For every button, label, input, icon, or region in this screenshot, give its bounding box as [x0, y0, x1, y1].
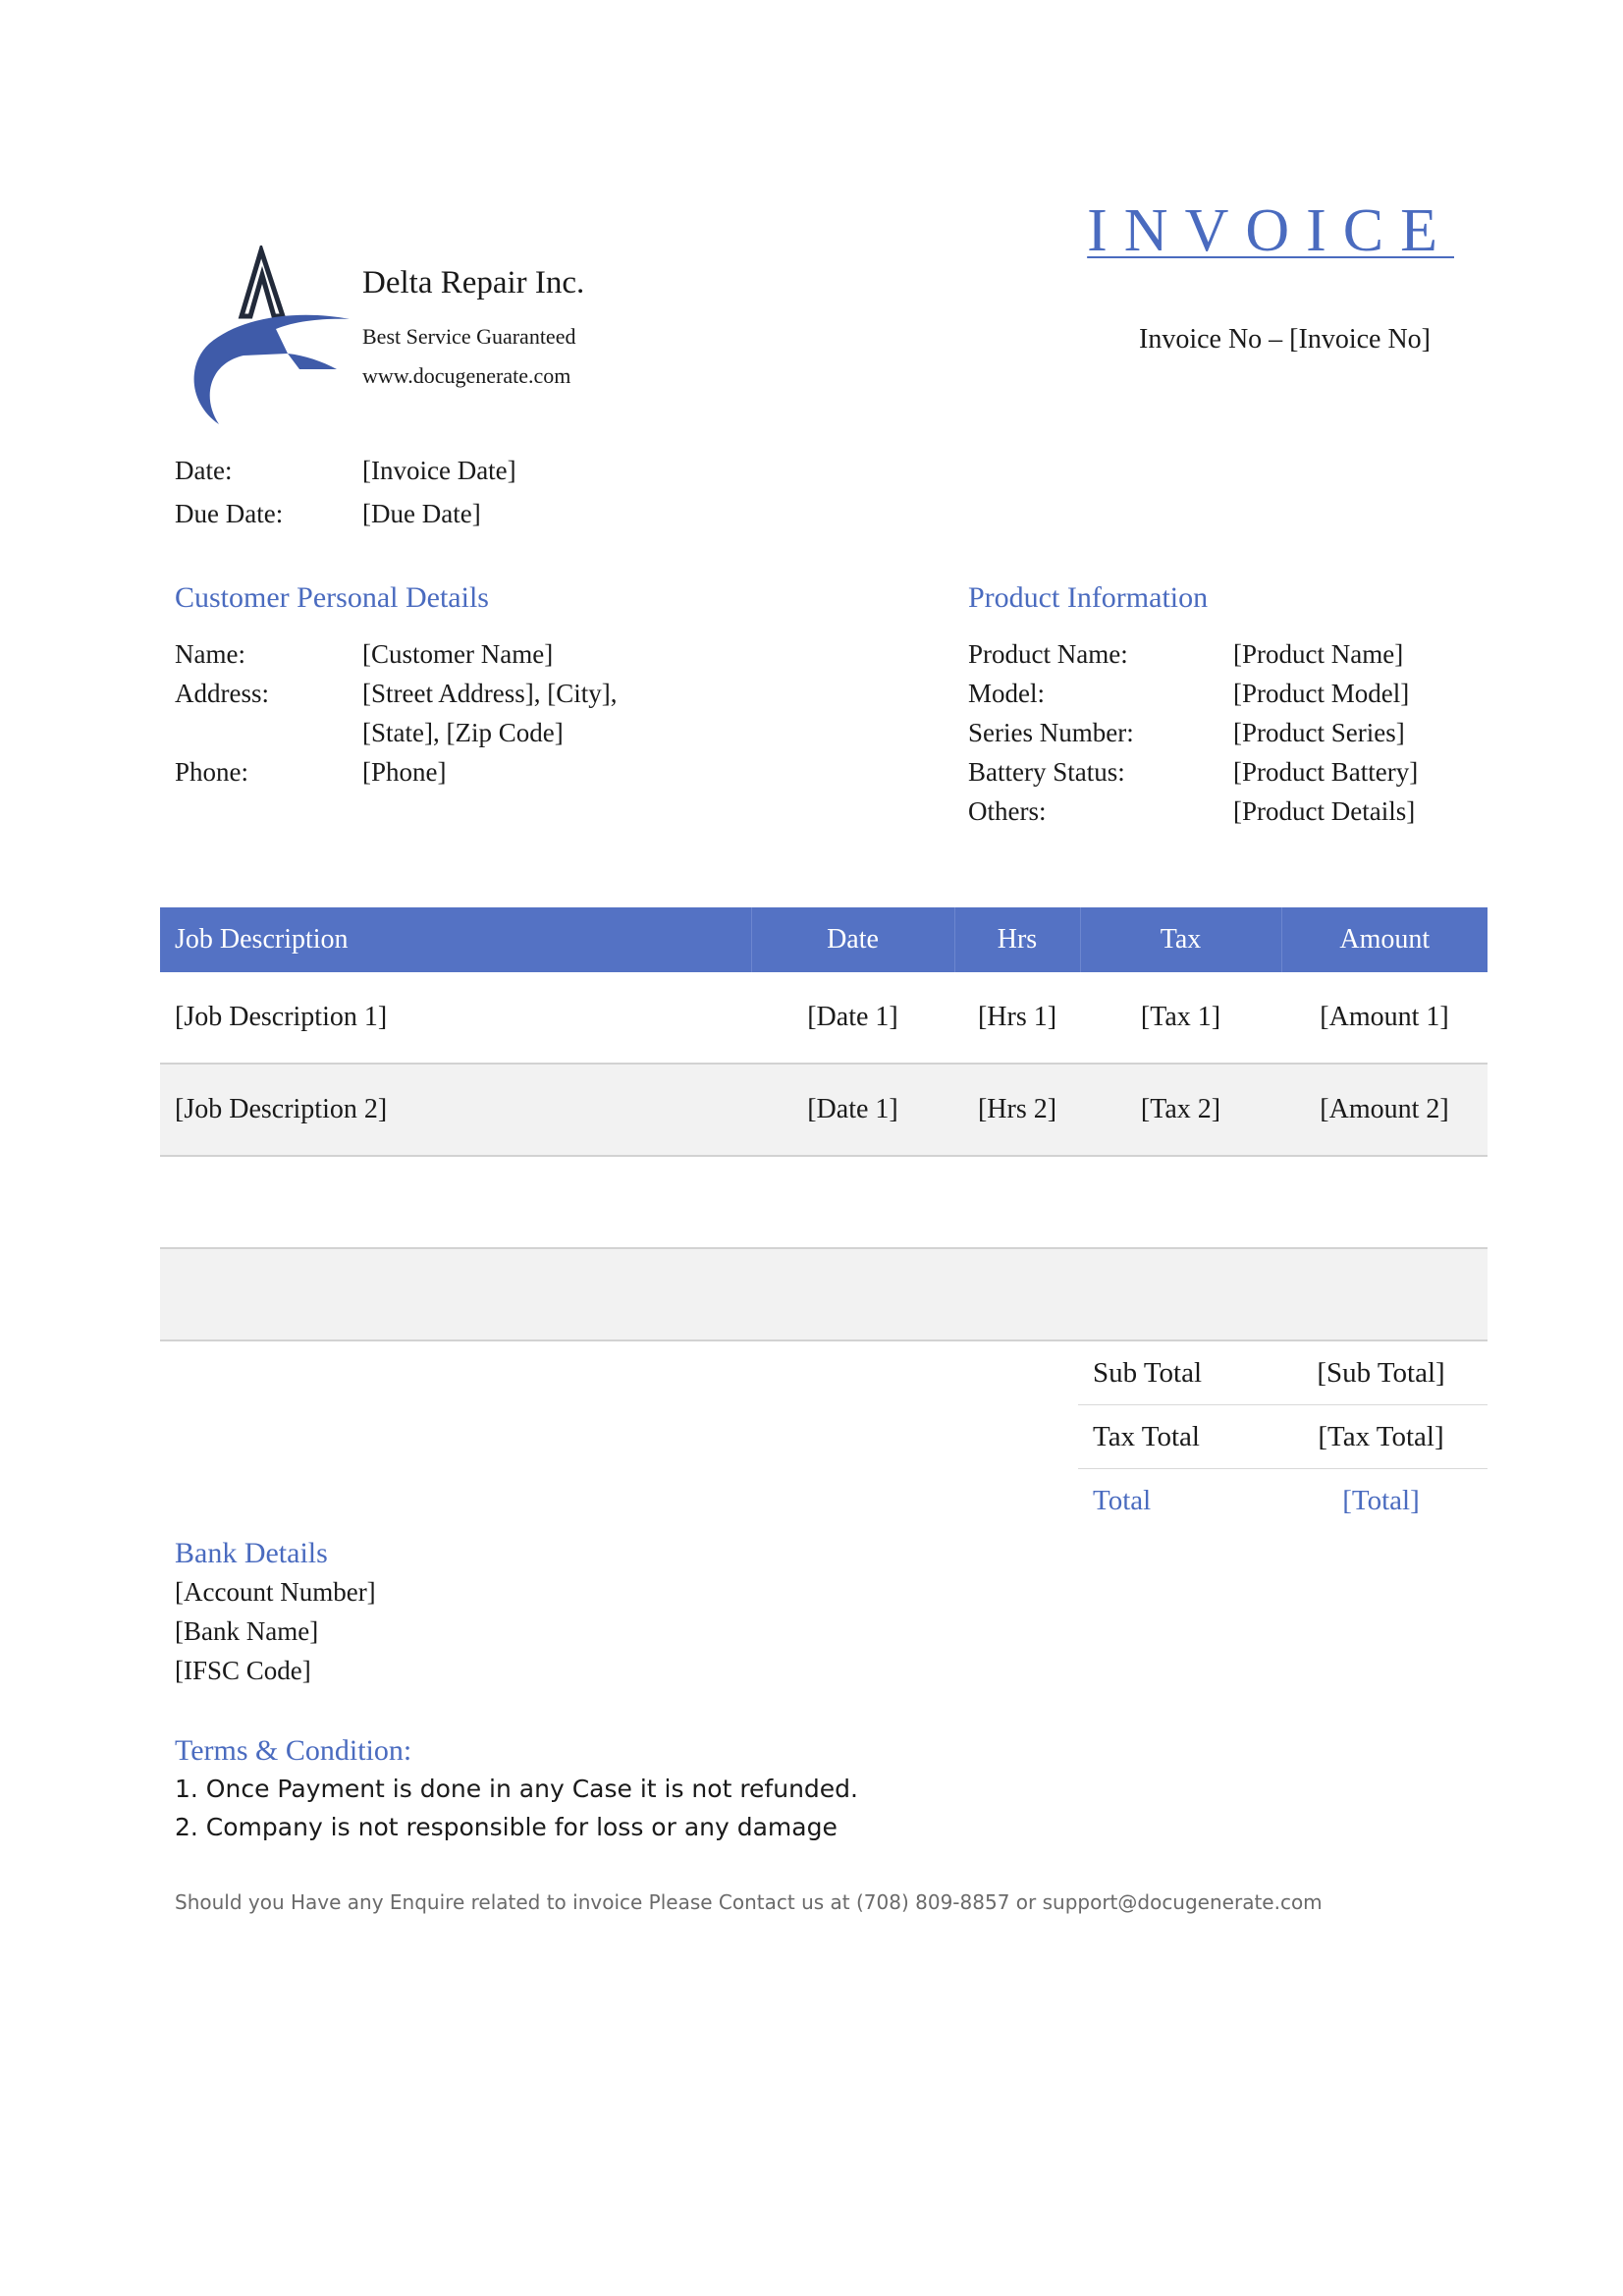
bank-details-heading: Bank Details: [175, 1537, 328, 1569]
date-label: Date:: [175, 456, 233, 485]
row-job-description: [Job Description 1]: [160, 972, 751, 1064]
customer-name-value: [Customer Name]: [362, 639, 554, 669]
totals-table: [1078, 1341, 1488, 1532]
table-row: [160, 1156, 1488, 1248]
invoice-title: INVOICE: [1087, 197, 1454, 264]
row-date: [Date 1]: [751, 1064, 954, 1156]
header-job-description: Job Description: [160, 907, 751, 972]
subtotal-label: Sub Total: [1078, 1341, 1274, 1405]
job-table: [160, 907, 1488, 1341]
product-name-value: [Product Name]: [1233, 639, 1404, 669]
row-hrs: [Hrs 2]: [954, 1064, 1080, 1156]
customer-details-heading: Customer Personal Details: [175, 581, 489, 614]
customer-phone-label: Phone:: [175, 757, 249, 787]
terms-heading: Terms & Condition:: [175, 1734, 412, 1767]
table-row: [160, 1064, 1488, 1156]
product-series-value: [Product Series]: [1233, 718, 1405, 747]
grand-total-label: Total: [1093, 1484, 1152, 1516]
row-hrs: [954, 1248, 1080, 1340]
due-date-value: [Due Date]: [362, 499, 481, 528]
product-others-label: Others:: [968, 796, 1047, 826]
header-hrs: Hrs: [954, 907, 1080, 972]
bank-account-number: [Account Number]: [175, 1577, 376, 1607]
customer-address-line2: [State], [Zip Code]: [362, 718, 564, 747]
company-name: Delta Repair Inc.: [362, 265, 585, 301]
row-job-description: [Job Description 2]: [160, 1064, 751, 1156]
subtotal-value: [Sub Total]: [1274, 1341, 1488, 1405]
header-amount: Amount: [1281, 907, 1488, 972]
contact-footer-note: Should you Have any Enquire related to invoice Please Contact us at (708) 809-8857 or support@docugenerate.com: [175, 1890, 1323, 1914]
bank-name: [Bank Name]: [175, 1616, 319, 1646]
terms-item-1: 1. Once Payment is done in any Case it is not refunded.: [175, 1775, 858, 1803]
subtotal-row: [1078, 1341, 1488, 1405]
row-amount: [Amount 1]: [1281, 972, 1488, 1064]
header-tax: Tax: [1080, 907, 1281, 972]
row-tax: [1080, 1156, 1281, 1248]
customer-phone-value: [Phone]: [362, 757, 447, 787]
row-job-description: [160, 1156, 751, 1248]
job-table-header-row: [160, 907, 1488, 972]
row-hrs: [954, 1156, 1080, 1248]
tax-total-value: [Tax Total]: [1274, 1405, 1488, 1469]
bank-ifsc-code: [IFSC Code]: [175, 1656, 311, 1685]
tax-total-label: Tax Total: [1078, 1405, 1274, 1469]
product-series-label: Series Number:: [968, 718, 1134, 747]
product-others-value: [Product Details]: [1233, 796, 1416, 826]
company-website: www.docugenerate.com: [362, 363, 571, 388]
delta-swoosh-logo-icon: [189, 246, 356, 432]
product-info-heading: Product Information: [968, 581, 1209, 614]
grand-total-value: [Total]: [1342, 1484, 1420, 1516]
product-model-value: [Product Model]: [1233, 679, 1410, 708]
row-date: [751, 1156, 954, 1248]
row-hrs: [Hrs 1]: [954, 972, 1080, 1064]
row-amount: [Amount 2]: [1281, 1064, 1488, 1156]
date-value: [Invoice Date]: [362, 456, 516, 485]
row-tax: [1080, 1248, 1281, 1340]
header-date: Date: [751, 907, 954, 972]
product-name-label: Product Name:: [968, 639, 1128, 669]
customer-address-line1: [Street Address], [City],: [362, 679, 618, 708]
row-amount: [1281, 1156, 1488, 1248]
row-date: [Date 1]: [751, 972, 954, 1064]
row-tax: [Tax 1]: [1080, 972, 1281, 1064]
customer-address-label: Address:: [175, 679, 269, 708]
terms-item-2: 2. Company is not responsible for loss or any damage: [175, 1813, 838, 1841]
product-battery-value: [Product Battery]: [1233, 757, 1419, 787]
grand-total-row: [1078, 1469, 1488, 1533]
row-tax: [Tax 2]: [1080, 1064, 1281, 1156]
tax-total-row: [1078, 1405, 1488, 1469]
row-job-description: [160, 1248, 751, 1340]
customer-name-label: Name:: [175, 639, 245, 669]
row-amount: [1281, 1248, 1488, 1340]
table-row: [160, 1248, 1488, 1340]
due-date-label: Due Date:: [175, 499, 284, 528]
product-battery-label: Battery Status:: [968, 757, 1125, 787]
table-row: [160, 972, 1488, 1064]
row-date: [751, 1248, 954, 1340]
invoice-number: Invoice No – [Invoice No]: [1139, 324, 1432, 355]
product-model-label: Model:: [968, 679, 1045, 708]
company-tagline: Best Service Guaranteed: [362, 324, 576, 349]
